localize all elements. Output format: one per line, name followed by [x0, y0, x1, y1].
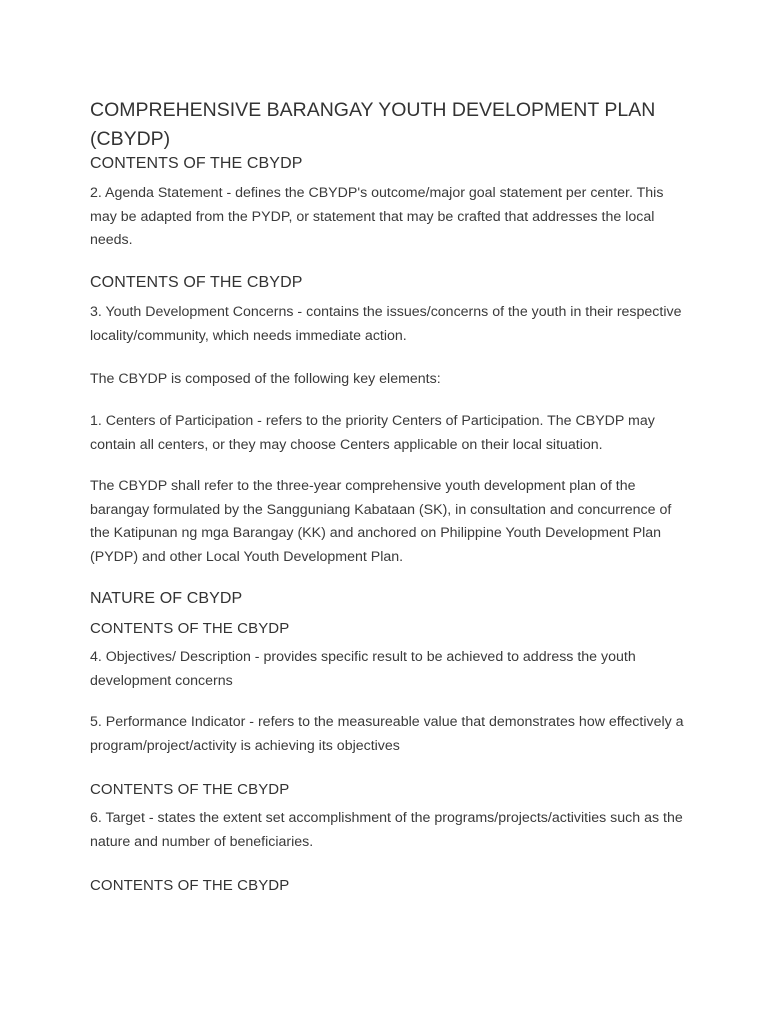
- section-heading-nature: NATURE OF CBYDP: [90, 590, 243, 607]
- paragraph-centers-of-participation: 1. Centers of Participation - refers to the priority Centers of Participation. The CBYDP may contain all centers, or they may choose Centers applicable on their local situation.: [90, 413, 655, 453]
- paragraph-target: 6. Target - states the extent set accomplishment of the programs/projects/activities such as the nature and number of beneficiaries.: [90, 810, 683, 850]
- section-heading-contents-4: CONTENTS OF THE CBYDP: [90, 781, 290, 798]
- paragraph-cbydp-definition: The CBYDP shall refer to the three-year comprehensive youth development plan of the barangay formulated by the Sangguniang Kabataan (SK), in consultation and concurrence of the Katipunan ng mga Barangay (KK) and anchored on Philippine Youth Development Plan (PYDP) and other Local Youth Development Plan.: [90, 478, 672, 565]
- section-heading-contents-3: CONTENTS OF THE CBYDP: [90, 620, 290, 637]
- paragraph-objectives: 4. Objectives/ Description - provides specific result to be achieved to address the youth development concerns: [90, 649, 636, 689]
- section-heading-contents-5: CONTENTS OF THE CBYDP: [90, 877, 290, 894]
- section-heading-contents-1: CONTENTS OF THE CBYDP: [90, 155, 303, 172]
- paragraph-agenda-statement: 2. Agenda Statement - defines the CBYDP's outcome/major goal statement per center. This may be adapted from the PYDP, or statement that may be crafted that addresses the local needs.: [90, 185, 664, 248]
- paragraph-key-elements: The CBYDP is composed of the following key elements:: [90, 371, 441, 387]
- section-heading-contents-2: CONTENTS OF THE CBYDP: [90, 274, 303, 291]
- document-title: COMPREHENSIVE BARANGAY YOUTH DEVELOPMENT PLAN (CBYDP): [90, 99, 656, 150]
- paragraph-performance-indicator: 5. Performance Indicator - refers to the measureable value that demonstrates how effectively a program/project/activity is achieving its objectives: [90, 714, 684, 754]
- paragraph-youth-development-concerns: 3. Youth Development Concerns - contains the issues/concerns of the youth in their respective locality/community, which needs immediate action.: [90, 304, 682, 344]
